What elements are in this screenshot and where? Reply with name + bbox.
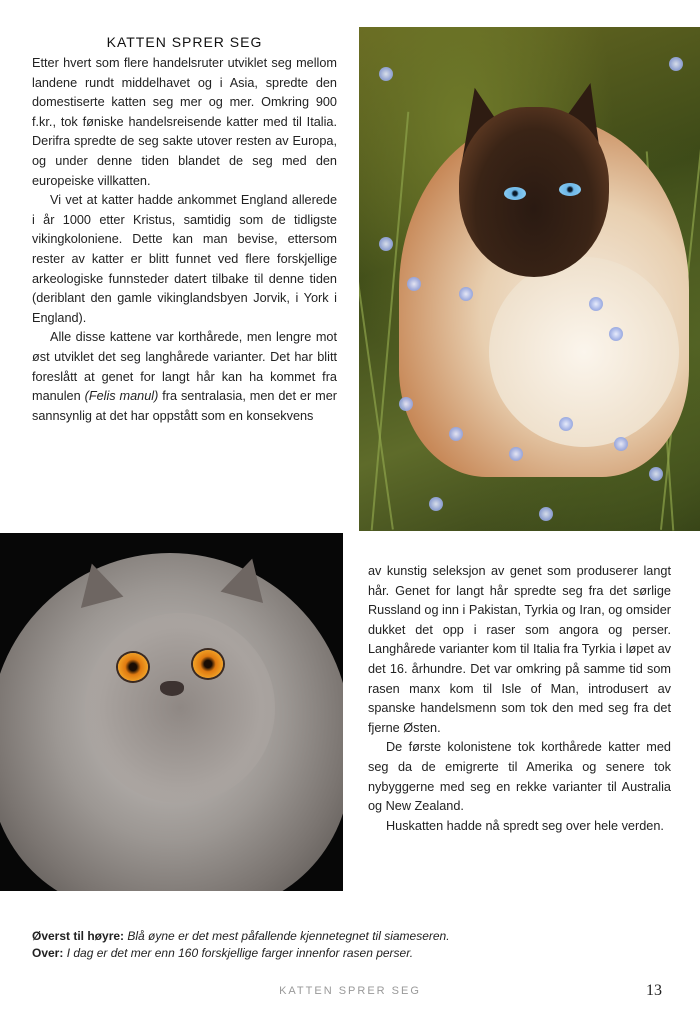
caption-label: Øverst til høyre: bbox=[32, 929, 125, 943]
paragraph-text: Alle disse kattene var korthårede, men lengre mot øst utviklet det seg langhårede varianter. Det har blitt foreslått at genet for langt hår kan ha kommet fra manulen bbox=[32, 330, 337, 404]
paragraph: Huskatten hadde nå spredt seg over hele verden. bbox=[386, 818, 664, 833]
running-title: KATTEN SPRER SEG bbox=[279, 985, 421, 997]
paragraph bbox=[32, 328, 337, 426]
blue-eye bbox=[504, 187, 526, 200]
siamese-chest bbox=[489, 257, 679, 447]
caption-above bbox=[32, 945, 672, 962]
caption-top-right bbox=[32, 928, 672, 945]
page-number: 13 bbox=[646, 982, 662, 999]
blue-eye bbox=[559, 183, 581, 196]
paragraph: De første kolonistene tok korthårede katter med seg da de emigrerte til Amerika og senere tok nybyggerne med seg en rekke varianter til Australia og New Zealand. bbox=[368, 740, 671, 814]
caption-label: Over: bbox=[32, 946, 64, 960]
orange-eye bbox=[193, 650, 223, 678]
article-heading: KATTEN SPRER SEG bbox=[106, 34, 263, 50]
paragraph: Vi vet at katter hadde ankommet England allerede i år 1000 etter Kristus, samtidig som de tidligste vikingkoloniene. Dette kan man bevise, ettersom rester av katter er blitt funnet ved flere forskjellige arkeologiske funnsteder datert tilbake til denne tiden (deriblant den gamle vikinglandsbyen Jorvik, i York i England). bbox=[32, 193, 337, 325]
paragraph-text: fra sentralasia, men det er mer sannsynlig at det har oppstått som en konsekvens bbox=[32, 389, 337, 423]
species-name: (Felis manul) bbox=[84, 389, 159, 404]
persian-nose bbox=[160, 681, 184, 696]
paragraph: Etter hvert som flere handelsruter utviklet seg mellom landene rundt middelhavet og i Asia, spredte den domestiserte katten seg mer og mer. Omkring 900 f.kr., tok føniske handelsreisende katter med til Italia. Derifra spredte de seg sakte utover resten av Europa, og under denne tiden blandet de seg med den europeiske villkatten. bbox=[32, 56, 337, 188]
text-column-left bbox=[32, 54, 337, 426]
persian-cat-photo bbox=[0, 533, 343, 891]
siamese-head bbox=[459, 107, 609, 277]
caption-text: I dag er det mer enn 160 forskjellige farger innenfor rasen perser. bbox=[66, 946, 414, 960]
photo-captions bbox=[32, 928, 672, 962]
orange-eye bbox=[118, 653, 148, 681]
paragraph: av kunstig seleksjon av genet som produserer langt hår. Genet for langt hår spredte seg fra det sørlige Russland og inn i Pakistan, Tyrkia og Iran, og omsider dukket det opp i raser som angora og perser. Langhårede varianter kom til Italia fra Tyrkia i løpet av det 16. århundre. Det var omkring på samme tid som rasen manx kom til Isle of Man, introdusert av spanske handelsmenn som tok den med seg fra det fjerne Østen. bbox=[368, 564, 672, 735]
text-column-right bbox=[368, 562, 671, 836]
caption-text: Blå øyne er det mest påfallende kjennetegnet til siameseren. bbox=[127, 929, 450, 943]
siamese-cat-photo bbox=[359, 27, 700, 531]
page-footer bbox=[0, 982, 700, 1005]
persian-face bbox=[85, 613, 275, 803]
